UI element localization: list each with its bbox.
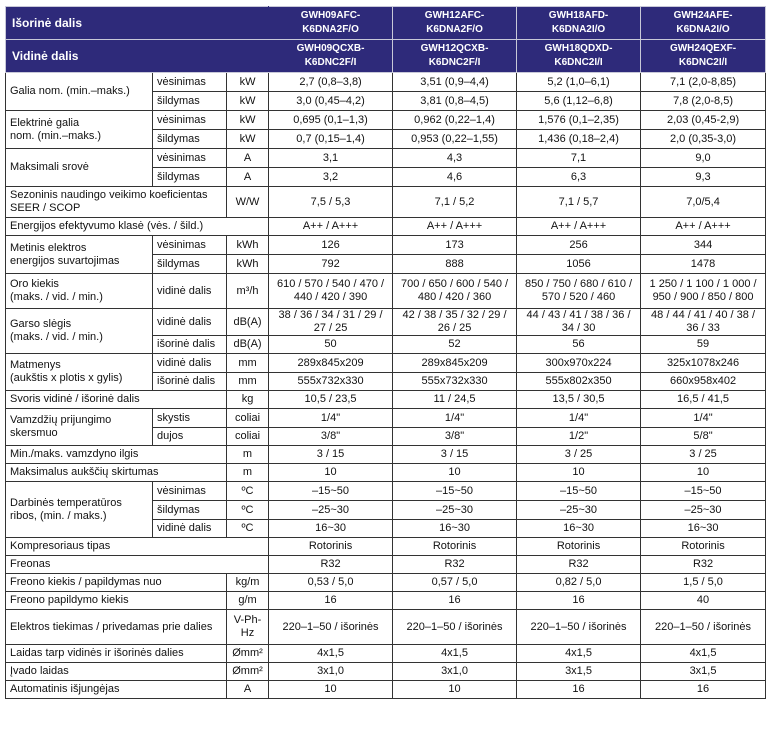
cell-value: 3,2 bbox=[269, 168, 393, 187]
cell-value: 50 bbox=[269, 336, 393, 354]
cell-value: 10 bbox=[393, 681, 517, 699]
table-row bbox=[6, 111, 766, 130]
cell-value: 792 bbox=[269, 255, 393, 274]
cell-value: 3 / 15 bbox=[393, 446, 517, 464]
cell-value: 48 / 44 / 41 / 40 / 38 / 36 / 33 bbox=[641, 309, 766, 336]
row-unit: V-Ph- Hz bbox=[227, 610, 269, 645]
cell-value: 2,7 (0,8–3,8) bbox=[269, 73, 393, 92]
row-sublabel: vidinė dalis bbox=[153, 520, 227, 538]
row-unit: W/W bbox=[227, 187, 269, 218]
row-unit: A bbox=[227, 149, 269, 168]
row-label: Vamzdžių prijungimo skersmuo bbox=[6, 409, 153, 446]
row-label: Sezoninis naudingo veikimo koeficientas SEER / SCOP bbox=[6, 187, 227, 218]
cell-value: 7,1 bbox=[517, 149, 641, 168]
cell-value: 44 / 43 / 41 / 38 / 36 / 34 / 30 bbox=[517, 309, 641, 336]
row-sublabel: vėsinimas bbox=[153, 236, 227, 255]
cell-value: 7,8 (2,0-8,5) bbox=[641, 92, 766, 111]
table-row bbox=[6, 645, 766, 663]
row-label: Įvado laidas bbox=[6, 663, 227, 681]
cell-value: 0,695 (0,1–1,3) bbox=[269, 111, 393, 130]
cell-value: Rotorinis bbox=[641, 538, 766, 556]
cell-value: 126 bbox=[269, 236, 393, 255]
cell-value: R32 bbox=[641, 556, 766, 574]
cell-value: 555x732x330 bbox=[269, 373, 393, 391]
cell-value: 555x732x330 bbox=[393, 373, 517, 391]
cell-value: 7,1 / 5,7 bbox=[517, 187, 641, 218]
row-label: Garso slėgis (maks. / vid. / min.) bbox=[6, 309, 153, 354]
cell-value: –25~30 bbox=[269, 501, 393, 520]
cell-value: 1,436 (0,18–2,4) bbox=[517, 130, 641, 149]
row-label: Elektros tiekimas / privedamas prie dalies bbox=[6, 610, 227, 645]
cell-value: 11 / 24,5 bbox=[393, 391, 517, 409]
row-label: Laidas tarp vidinės ir išorinės dalies bbox=[6, 645, 227, 663]
table-row bbox=[6, 681, 766, 699]
cell-value: 0,7 (0,15–1,4) bbox=[269, 130, 393, 149]
cell-value: 850 / 750 / 680 / 610 / 570 / 520 / 460 bbox=[517, 274, 641, 309]
row-label: Svoris vidinė / išorinė dalis bbox=[6, 391, 227, 409]
cell-value: –15~50 bbox=[393, 482, 517, 501]
cell-value: 220–1–50 / išorinės bbox=[393, 610, 517, 645]
cell-value: 1 250 / 1 100 / 1 000 / 950 / 900 / 850 / 800 bbox=[641, 274, 766, 309]
row-unit: kW bbox=[227, 111, 269, 130]
row-label: Freono kiekis / papildymas nuo bbox=[6, 574, 227, 592]
row-label: Elektrinė galia nom. (min.–maks.) bbox=[6, 111, 153, 149]
cell-value: 1/4" bbox=[393, 409, 517, 428]
cell-value: 0,953 (0,22–1,55) bbox=[393, 130, 517, 149]
cell-value: 1/2" bbox=[517, 428, 641, 446]
row-sublabel: šildymas bbox=[153, 130, 227, 149]
row-label: Maksimalus aukščių skirtumas bbox=[6, 464, 227, 482]
cell-value: 16 bbox=[641, 681, 766, 699]
cell-value: 4,3 bbox=[393, 149, 517, 168]
cell-value: 10 bbox=[641, 464, 766, 482]
row-sublabel: vidinė dalis bbox=[153, 274, 227, 309]
cell-value: 16 bbox=[269, 592, 393, 610]
row-label: Darbinės temperatūros ribos, (min. / maks.) bbox=[6, 482, 153, 538]
cell-value: 13,5 / 30,5 bbox=[517, 391, 641, 409]
row-label: Metinis elektros energijos suvartojimas bbox=[6, 236, 153, 274]
table-row bbox=[6, 149, 766, 168]
cell-value: 56 bbox=[517, 336, 641, 354]
row-unit: kg bbox=[227, 391, 269, 409]
row-unit: A bbox=[227, 168, 269, 187]
row-unit: m bbox=[227, 464, 269, 482]
cell-value: 4x1,5 bbox=[641, 645, 766, 663]
cell-value: 3,1 bbox=[269, 149, 393, 168]
header-row-outdoor bbox=[6, 7, 766, 40]
cell-value: 7,1 (2,0-8,85) bbox=[641, 73, 766, 92]
cell-value: 52 bbox=[393, 336, 517, 354]
row-unit: m bbox=[227, 446, 269, 464]
row-label: Maksimali srovė bbox=[6, 149, 153, 187]
cell-value: 4x1,5 bbox=[269, 645, 393, 663]
row-unit: kW bbox=[227, 92, 269, 111]
cell-value: 220–1–50 / išorinės bbox=[269, 610, 393, 645]
cell-value: R32 bbox=[393, 556, 517, 574]
cell-value: R32 bbox=[269, 556, 393, 574]
table-row bbox=[6, 218, 766, 236]
row-unit: kW bbox=[227, 73, 269, 92]
indoor-model-1: GWH09QCXB- K6DNC2F/I bbox=[269, 40, 393, 73]
cell-value: 3,51 (0,9–4,4) bbox=[393, 73, 517, 92]
outdoor-model-4: GWH24AFE- K6DNA2I/O bbox=[641, 7, 766, 40]
cell-value: Rotorinis bbox=[393, 538, 517, 556]
cell-value: 3x1,0 bbox=[393, 663, 517, 681]
row-label: Automatinis išjungėjas bbox=[6, 681, 227, 699]
cell-value: 59 bbox=[641, 336, 766, 354]
row-label: Kompresoriaus tipas bbox=[6, 538, 269, 556]
cell-value: 325x1078x246 bbox=[641, 354, 766, 373]
indoor-model-4: GWH24QEXF- K6DNC2I/I bbox=[641, 40, 766, 73]
row-unit: dB(A) bbox=[227, 309, 269, 336]
cell-value: 40 bbox=[641, 592, 766, 610]
row-unit: ºC bbox=[227, 520, 269, 538]
row-unit: ºC bbox=[227, 501, 269, 520]
row-label: Min./maks. vamzdyno ilgis bbox=[6, 446, 227, 464]
row-sublabel: vėsinimas bbox=[153, 73, 227, 92]
row-unit: kWh bbox=[227, 255, 269, 274]
row-unit: coliai bbox=[227, 409, 269, 428]
cell-value: 16~30 bbox=[517, 520, 641, 538]
cell-value: 3 / 25 bbox=[641, 446, 766, 464]
cell-value: 3/8" bbox=[269, 428, 393, 446]
table-row bbox=[6, 354, 766, 373]
row-unit: dB(A) bbox=[227, 336, 269, 354]
row-sublabel: išorinė dalis bbox=[153, 373, 227, 391]
indoor-unit-label: Vidinė dalis bbox=[6, 40, 269, 73]
cell-value: 344 bbox=[641, 236, 766, 255]
cell-value: 16~30 bbox=[641, 520, 766, 538]
row-label: Galia nom. (min.–maks.) bbox=[6, 73, 153, 111]
row-unit: kWh bbox=[227, 236, 269, 255]
cell-value: A++ / A+++ bbox=[393, 218, 517, 236]
row-label: Oro kiekis (maks. / vid. / min.) bbox=[6, 274, 153, 309]
indoor-model-2: GWH12QCXB- K6DNC2F/I bbox=[393, 40, 517, 73]
cell-value: 289x845x209 bbox=[269, 354, 393, 373]
row-sublabel: išorinė dalis bbox=[153, 336, 227, 354]
cell-value: 3,81 (0,8–4,5) bbox=[393, 92, 517, 111]
cell-value: 9,3 bbox=[641, 168, 766, 187]
cell-value: 3x1,5 bbox=[641, 663, 766, 681]
table-row bbox=[6, 592, 766, 610]
cell-value: –15~50 bbox=[641, 482, 766, 501]
cell-value: 0,962 (0,22–1,4) bbox=[393, 111, 517, 130]
table-row bbox=[6, 236, 766, 255]
cell-value: 10 bbox=[393, 464, 517, 482]
row-sublabel: šildymas bbox=[153, 92, 227, 111]
table-row bbox=[6, 446, 766, 464]
cell-value: 220–1–50 / išorinės bbox=[641, 610, 766, 645]
cell-value: 0,57 / 5,0 bbox=[393, 574, 517, 592]
row-unit: coliai bbox=[227, 428, 269, 446]
row-sublabel: vėsinimas bbox=[153, 111, 227, 130]
row-sublabel: vidinė dalis bbox=[153, 309, 227, 336]
table-row bbox=[6, 309, 766, 336]
table-row bbox=[6, 556, 766, 574]
table-row bbox=[6, 187, 766, 218]
cell-value: 3x1,5 bbox=[517, 663, 641, 681]
row-unit: kW bbox=[227, 130, 269, 149]
table-row bbox=[6, 482, 766, 501]
indoor-model-3: GWH18QDXD- K6DNC2I/I bbox=[517, 40, 641, 73]
table-row bbox=[6, 610, 766, 645]
cell-value: 7,5 / 5,3 bbox=[269, 187, 393, 218]
cell-value: –15~50 bbox=[269, 482, 393, 501]
cell-value: 0,82 / 5,0 bbox=[517, 574, 641, 592]
cell-value: 3 / 15 bbox=[269, 446, 393, 464]
cell-value: 1/4" bbox=[517, 409, 641, 428]
cell-value: 10 bbox=[517, 464, 641, 482]
row-unit: Ømm² bbox=[227, 663, 269, 681]
cell-value: 5,2 (1,0–6,1) bbox=[517, 73, 641, 92]
cell-value: 7,0/5,4 bbox=[641, 187, 766, 218]
cell-value: A++ / A+++ bbox=[641, 218, 766, 236]
cell-value: 16~30 bbox=[393, 520, 517, 538]
specification-table bbox=[5, 6, 766, 699]
cell-value: 1478 bbox=[641, 255, 766, 274]
table-row bbox=[6, 464, 766, 482]
row-unit: mm bbox=[227, 373, 269, 391]
cell-value: 3/8" bbox=[393, 428, 517, 446]
cell-value: 16 bbox=[517, 592, 641, 610]
cell-value: 16,5 / 41,5 bbox=[641, 391, 766, 409]
cell-value: 38 / 36 / 34 / 31 / 29 / 27 / 25 bbox=[269, 309, 393, 336]
cell-value: 3x1,0 bbox=[269, 663, 393, 681]
cell-value: 16 bbox=[393, 592, 517, 610]
cell-value: 4x1,5 bbox=[393, 645, 517, 663]
cell-value: 5,6 (1,12–6,8) bbox=[517, 92, 641, 111]
cell-value: 4,6 bbox=[393, 168, 517, 187]
cell-value: –25~30 bbox=[393, 501, 517, 520]
cell-value: –25~30 bbox=[517, 501, 641, 520]
row-unit: m³/h bbox=[227, 274, 269, 309]
cell-value: 10 bbox=[269, 464, 393, 482]
cell-value: 3,0 (0,45–4,2) bbox=[269, 92, 393, 111]
row-unit: ºC bbox=[227, 482, 269, 501]
header-row-indoor bbox=[6, 40, 766, 73]
cell-value: 16~30 bbox=[269, 520, 393, 538]
row-unit: kg/m bbox=[227, 574, 269, 592]
cell-value: A++ / A+++ bbox=[517, 218, 641, 236]
row-unit: Ømm² bbox=[227, 645, 269, 663]
cell-value: 10,5 / 23,5 bbox=[269, 391, 393, 409]
table-row bbox=[6, 73, 766, 92]
table-row bbox=[6, 663, 766, 681]
cell-value: 660x958x402 bbox=[641, 373, 766, 391]
row-label: Freonas bbox=[6, 556, 269, 574]
cell-value: 1,576 (0,1–2,35) bbox=[517, 111, 641, 130]
row-sublabel: vėsinimas bbox=[153, 149, 227, 168]
table-row bbox=[6, 538, 766, 556]
row-label: Freono papildymo kiekis bbox=[6, 592, 227, 610]
cell-value: –15~50 bbox=[517, 482, 641, 501]
row-sublabel: šildymas bbox=[153, 168, 227, 187]
cell-value: 7,1 / 5,2 bbox=[393, 187, 517, 218]
row-sublabel: dujos bbox=[153, 428, 227, 446]
cell-value: 555x802x350 bbox=[517, 373, 641, 391]
cell-value: 2,03 (0,45-2,9) bbox=[641, 111, 766, 130]
cell-value: 256 bbox=[517, 236, 641, 255]
cell-value: 289x845x209 bbox=[393, 354, 517, 373]
row-unit: A bbox=[227, 681, 269, 699]
cell-value: 220–1–50 / išorinės bbox=[517, 610, 641, 645]
cell-value: Rotorinis bbox=[269, 538, 393, 556]
row-sublabel: vidinė dalis bbox=[153, 354, 227, 373]
cell-value: Rotorinis bbox=[517, 538, 641, 556]
cell-value: 888 bbox=[393, 255, 517, 274]
cell-value: 300x970x224 bbox=[517, 354, 641, 373]
table-row bbox=[6, 274, 766, 309]
cell-value: 42 / 38 / 35 / 32 / 29 / 26 / 25 bbox=[393, 309, 517, 336]
cell-value: 10 bbox=[269, 681, 393, 699]
cell-value: 9,0 bbox=[641, 149, 766, 168]
row-sublabel: šildymas bbox=[153, 501, 227, 520]
table-row bbox=[6, 391, 766, 409]
row-sublabel: vėsinimas bbox=[153, 482, 227, 501]
row-sublabel: skystis bbox=[153, 409, 227, 428]
cell-value: 4x1,5 bbox=[517, 645, 641, 663]
row-label: Energijos efektyvumo klasė (vės. / šild.) bbox=[6, 218, 269, 236]
cell-value: 1/4" bbox=[641, 409, 766, 428]
cell-value: 700 / 650 / 600 / 540 / 480 / 420 / 360 bbox=[393, 274, 517, 309]
row-unit: g/m bbox=[227, 592, 269, 610]
cell-value: 1,5 / 5,0 bbox=[641, 574, 766, 592]
row-label: Matmenys (aukštis x plotis x gylis) bbox=[6, 354, 153, 391]
outdoor-model-3: GWH18AFD- K6DNA2I/O bbox=[517, 7, 641, 40]
table-row bbox=[6, 409, 766, 428]
cell-value: –25~30 bbox=[641, 501, 766, 520]
outdoor-model-2: GWH12AFC- K6DNA2F/O bbox=[393, 7, 517, 40]
cell-value: A++ / A+++ bbox=[269, 218, 393, 236]
outdoor-unit-label: Išorinė dalis bbox=[6, 7, 269, 40]
cell-value: 3 / 25 bbox=[517, 446, 641, 464]
cell-value: 6,3 bbox=[517, 168, 641, 187]
row-sublabel: šildymas bbox=[153, 255, 227, 274]
cell-value: R32 bbox=[517, 556, 641, 574]
cell-value: 2,0 (0,35-3,0) bbox=[641, 130, 766, 149]
cell-value: 1/4" bbox=[269, 409, 393, 428]
cell-value: 1056 bbox=[517, 255, 641, 274]
outdoor-model-1: GWH09AFC- K6DNA2F/O bbox=[269, 7, 393, 40]
cell-value: 16 bbox=[517, 681, 641, 699]
table-row bbox=[6, 574, 766, 592]
cell-value: 0,53 / 5,0 bbox=[269, 574, 393, 592]
cell-value: 173 bbox=[393, 236, 517, 255]
row-unit: mm bbox=[227, 354, 269, 373]
cell-value: 5/8" bbox=[641, 428, 766, 446]
cell-value: 610 / 570 / 540 / 470 / 440 / 420 / 390 bbox=[269, 274, 393, 309]
